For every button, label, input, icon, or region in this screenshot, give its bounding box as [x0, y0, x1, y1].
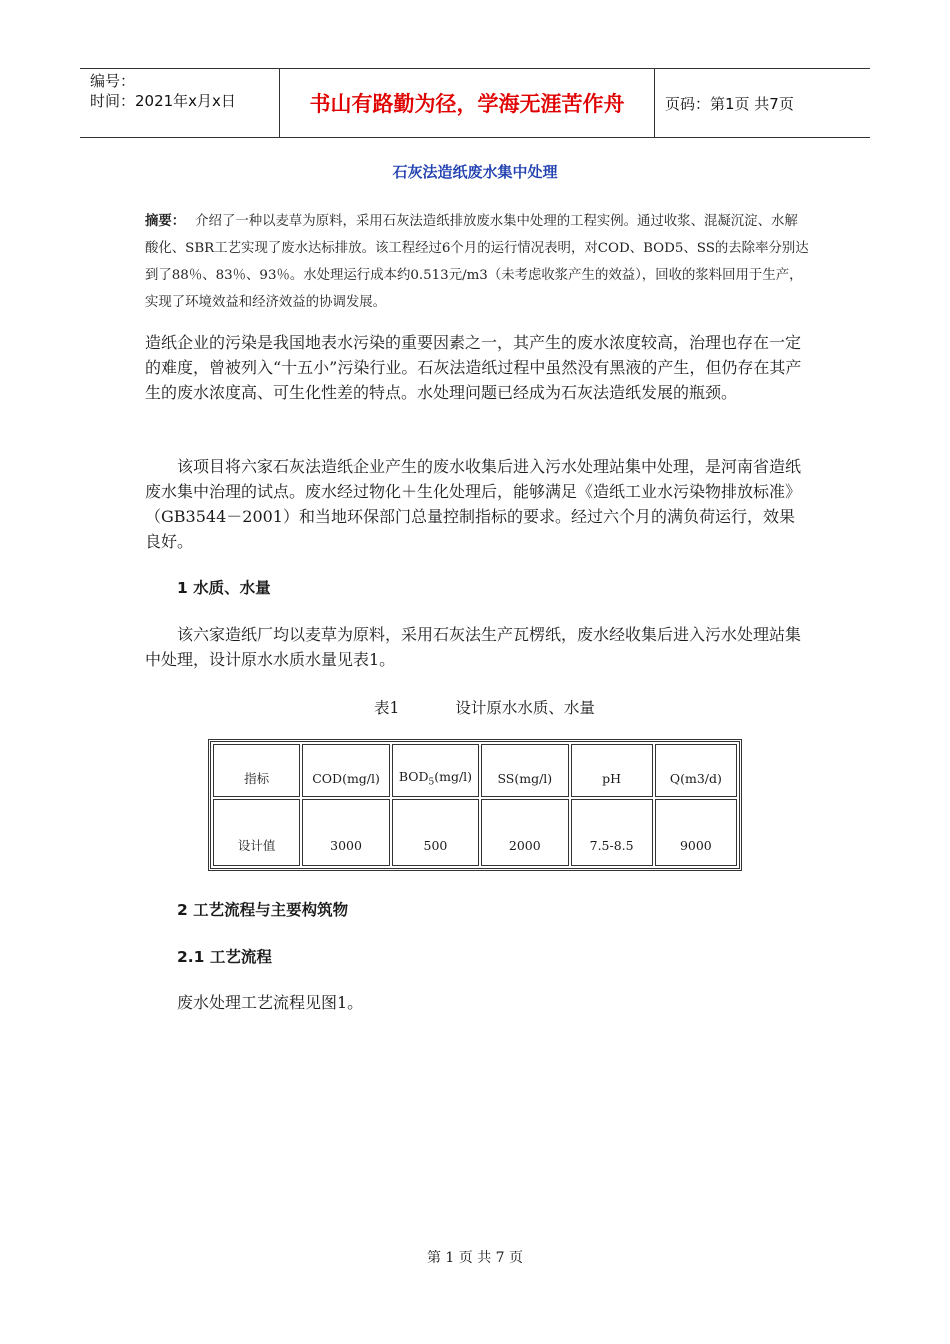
paragraph-flow: 废水处理工艺流程见图1。 — [177, 993, 364, 1012]
page-footer: 第 1 页 共 7 页 — [426, 1250, 524, 1266]
code-label: 编号： — [90, 72, 136, 90]
paragraph-water-quality: 该六家造纸厂均以麦草为原料，采用石灰法生产瓦楞纸，废水经收集后进入污水处理站集中处理，设计原水水质水量见表1。 — [145, 625, 802, 669]
header-motto: 书山有路勤为径，学海无涯苦作舟 — [280, 69, 655, 137]
header-cell: 指标 — [213, 744, 300, 797]
section-heading-2-1: 2.1 工艺流程 — [177, 948, 272, 966]
section-heading-1: 1 水质、水量 — [177, 579, 271, 597]
table-caption-title: 设计原水水质、水量 — [455, 699, 595, 717]
table-cell: 3000 — [302, 799, 389, 866]
document-title: 石灰法造纸废水集中处理 — [392, 163, 558, 181]
section-heading-2: 2 工艺流程与主要构筑物 — [177, 901, 349, 919]
design-water-table — [208, 739, 742, 871]
table-caption-number: 表1 — [374, 699, 400, 717]
table-cell: 7.5-8.5 — [571, 799, 653, 866]
header-cell: pH — [571, 744, 653, 797]
paragraph-project: 该项目将六家石灰法造纸企业产生的废水收集后进入污水处理站集中处理，是河南省造纸废水集中治理的试点。废水经过物化＋生化处理后，能够满足《造纸工业水污染物排放标准》（GB3544－2001）和当地环保部门总量控制指标的要求。经过六个月的满负荷运行，效果良好。 — [145, 457, 802, 551]
header-cell: $BOD_5(mg/l)$ — [392, 744, 479, 797]
paragraph-intro: 造纸企业的污染是我国地表水污染的重要因素之一，其产生的废水浓度较高，治理也存在一定的难度，曾被列入“十五小”污染行业。石灰法造纸过程中虽然没有黑液的产生，但仍存在其产生的废水浓度高、可生化性差的特点。水处理问题已经成为石灰法造纸发展的瓶颈。 — [145, 333, 802, 402]
table-header-row — [213, 744, 737, 797]
abstract-text: 介绍了一种以麦草为原料，采用石灰法造纸排放废水集中处理的工程实例。通过收浆、混凝沉淀、水解酸化、SBR工艺实现了废水达标排放。该工程经过6个月的运行情况表明，对COD、BOD5、SS的去除率分别达到了88％、83％、93％。水处理运行成本约0.513元/m3（未考虑收浆产生的效益），回收的浆料回用于生产，实现了环境效益和经济效益的协调发展。 — [145, 214, 809, 310]
table-cell: 2000 — [481, 799, 568, 866]
time-label: 时间：2021年x月x日 — [90, 92, 236, 110]
table-cell: 500 — [392, 799, 479, 866]
table-row — [213, 799, 737, 866]
header-meta — [80, 69, 280, 137]
header-cell: Q(m3/d) — [655, 744, 737, 797]
page-header — [80, 68, 870, 138]
table-cell: 设计值 — [213, 799, 300, 866]
abstract — [145, 208, 810, 316]
header-page-number: 页码：第1页 共7页 — [665, 94, 794, 113]
header-cell: COD(mg/l) — [302, 744, 389, 797]
table-cell: 9000 — [655, 799, 737, 866]
abstract-label: 摘要： — [145, 214, 186, 229]
table-caption — [374, 696, 595, 718]
header-cell: SS(mg/l) — [481, 744, 568, 797]
